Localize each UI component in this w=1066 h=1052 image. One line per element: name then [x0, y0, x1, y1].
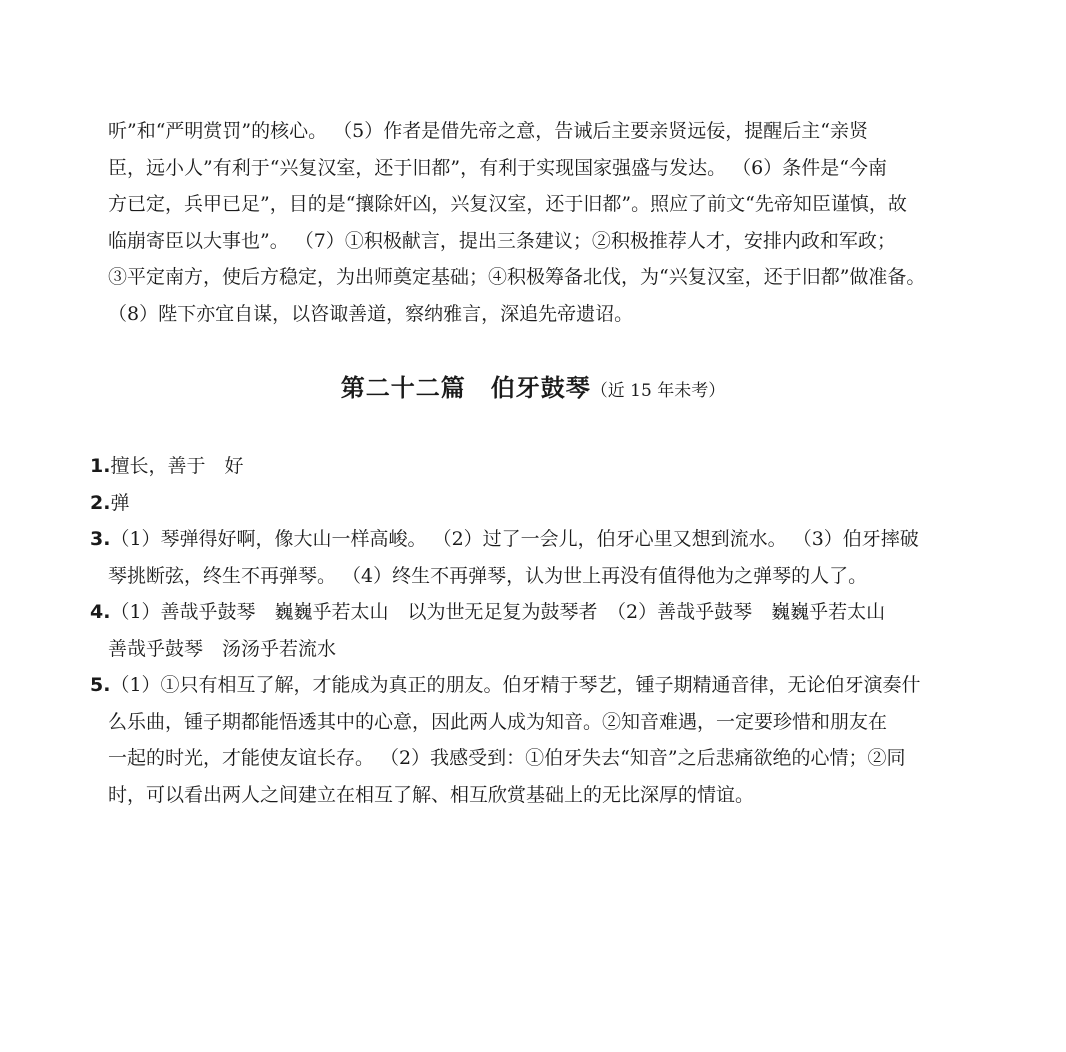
answer-text: （1）①只有相互了解，才能成为真正的朋友。伯牙精于琴艺，锺子期精通音律，无论伯牙演奏什: [110, 674, 921, 696]
answer-text: 弹: [110, 491, 130, 514]
text-line: （8）陛下亦宜自谋，以咨诹善道，察纳雅言，深追先帝遗诏。: [108, 302, 634, 325]
answer-text: 擅长，善于 好: [110, 455, 244, 477]
section-heading: [0, 368, 1066, 403]
answer-text: （1）琴弹得好啊，像大山一样高峻。 （2）过了一会儿，伯牙心里又想到流水。 （3）伯牙摔破: [110, 528, 919, 550]
answer-text-continued: 琴挑断弦，终生不再弹琴。 （4）终生不再弹琴，认为世上再没有值得他为之弹琴的人了。: [108, 564, 868, 587]
answer-text-continued: 么乐曲，锺子期都能悟透其中的心意，因此两人成为知音。②知音难遇，一定要珍惜和朋友在: [108, 710, 888, 733]
answer-item-1: [90, 448, 990, 485]
answer-text: （1）善哉乎鼓琴 巍巍乎若太山 以为世无足复为鼓琴者 （2）善哉乎鼓琴 巍巍乎若太山: [110, 601, 886, 623]
answer-text-continued: 一起的时光，才能使友谊长存。 （2）我感受到：①伯牙失去“知音”之后悲痛欲绝的心情；②同: [108, 747, 906, 769]
question-number: 2.: [90, 491, 111, 514]
question-number: 1.: [90, 455, 111, 477]
section-subtitle: （近 15 年未考）: [590, 381, 726, 401]
text-line: 听”和“严明赏罚”的核心。 （5）作者是借先帝之意，告诫后主要亲贤远佞，提醒后主“亲贤: [108, 120, 868, 142]
answer-text-continued: 善哉乎鼓琴 汤汤乎若流水: [108, 637, 337, 660]
answer-item-5: [90, 667, 990, 813]
answer-text-continued: 时，可以看出两人之间建立在相互了解、相互欣赏基础上的无比深厚的情谊。: [108, 783, 755, 806]
answer-item-3: [90, 521, 990, 594]
text-line: 方已定，兵甲已足”，目的是“攘除奸凶，兴复汉室，还于旧都”。照应了前文“先帝知臣谨慎，故: [108, 193, 907, 215]
section-title: 第二十二篇 伯牙鼓琴: [340, 374, 591, 402]
text-line: ③平定南方，使后方稳定，为出师奠定基础；④积极筹备北伐，为“兴复汉室，还于旧都”做准备。: [108, 266, 926, 288]
question-number: 4.: [90, 601, 111, 623]
answer-list: [90, 448, 990, 813]
previous-section-answers: [90, 113, 990, 332]
text-line: 臣，远小人”有利于“兴复汉室，还于旧都”，有利于实现国家强盛与发达。 （6）条件是“今南: [108, 156, 887, 179]
question-number: 3.: [90, 528, 111, 550]
answer-item-4: [90, 594, 990, 667]
answer-item-2: [90, 485, 990, 522]
text-line: 临崩寄臣以大事也”。 （7）①积极献言，提出三条建议；②积极推荐人才，安排内政和军政；: [108, 229, 896, 252]
question-number: 5.: [90, 674, 111, 696]
